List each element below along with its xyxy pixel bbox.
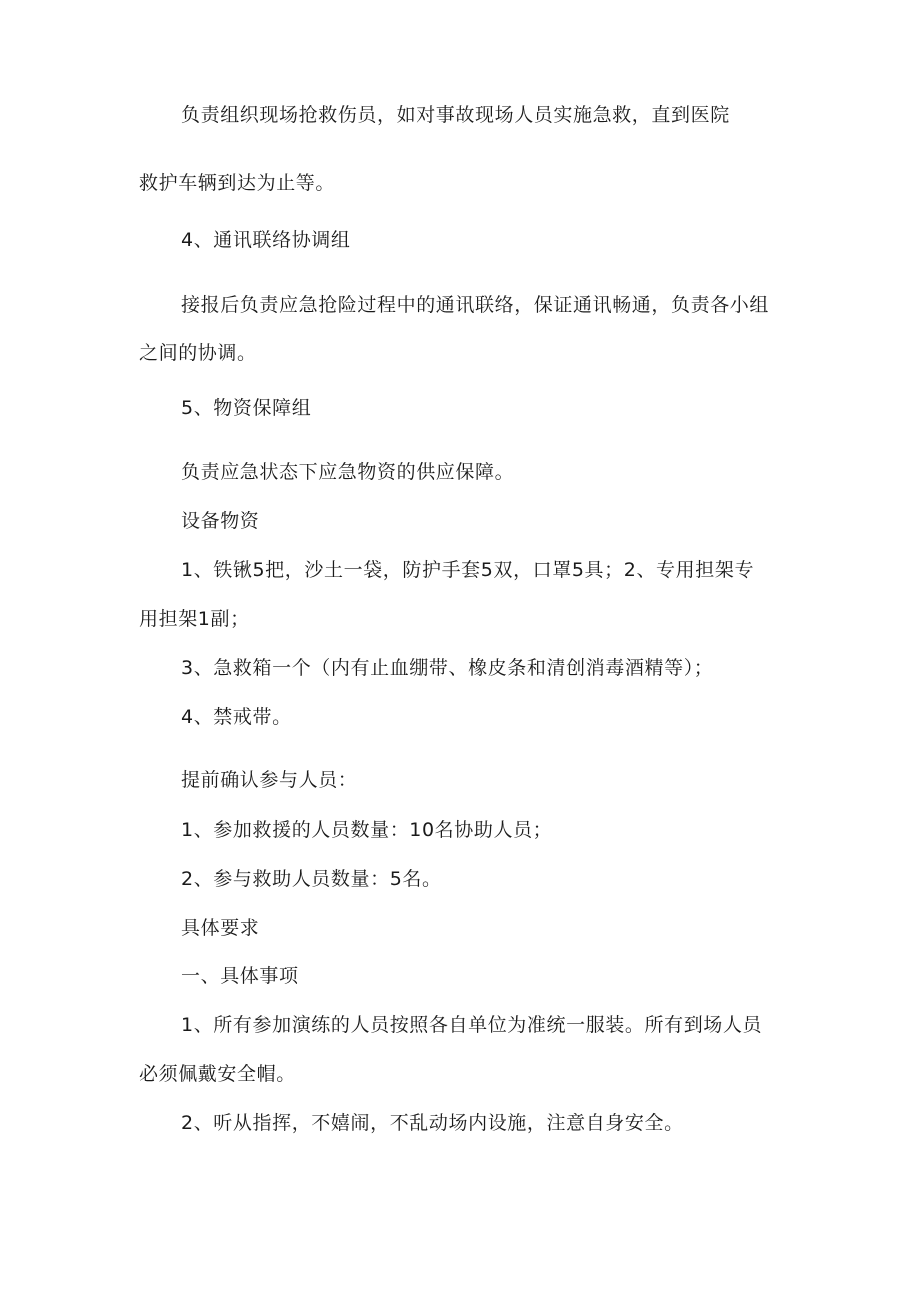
- list-item: 1、所有参加演练的人员按照各自单位为准统一服装。所有到场人员: [181, 1014, 763, 1036]
- list-item: 2、参与救助人员数量：5名。: [181, 868, 442, 890]
- list-item: 2、听从指挥，不嬉闹，不乱动场内设施，注意自身安全。: [181, 1112, 684, 1134]
- section-heading: 4、通讯联络协调组: [181, 229, 351, 251]
- paragraph-line: 之间的协调。: [139, 342, 257, 364]
- list-item: 4、禁戒带。: [181, 706, 292, 728]
- section-heading: 设备物资: [181, 510, 260, 532]
- section-heading: 5、物资保障组: [181, 397, 312, 419]
- list-item: 3、急救箱一个（内有止血绷带、橡皮条和清创消毒酒精等）；: [181, 657, 714, 679]
- paragraph-line: 负责应急状态下应急物资的供应保障。: [181, 461, 515, 483]
- paragraph-line: 救护车辆到达为止等。: [139, 172, 336, 194]
- list-item: 1、铁锹5把，沙土一袋，防护手套5双，口罩5具；2、专用担架专: [181, 559, 755, 581]
- list-item: 必须佩戴安全帽。: [139, 1063, 296, 1085]
- section-heading: 具体要求: [181, 917, 260, 939]
- list-item: 用担架1副；: [139, 608, 250, 630]
- paragraph-line: 负责组织现场抢救伤员，如对事故现场人员实施急救，直到医院: [181, 104, 730, 126]
- section-heading: 一、具体事项: [181, 965, 299, 987]
- paragraph-line: 接报后负责应急抢险过程中的通讯联络，保证通讯畅通，负责各小组: [181, 294, 770, 316]
- section-heading: 提前确认参与人员：: [181, 769, 358, 791]
- list-item: 1、参加救援的人员数量：10名协助人员；: [181, 819, 553, 841]
